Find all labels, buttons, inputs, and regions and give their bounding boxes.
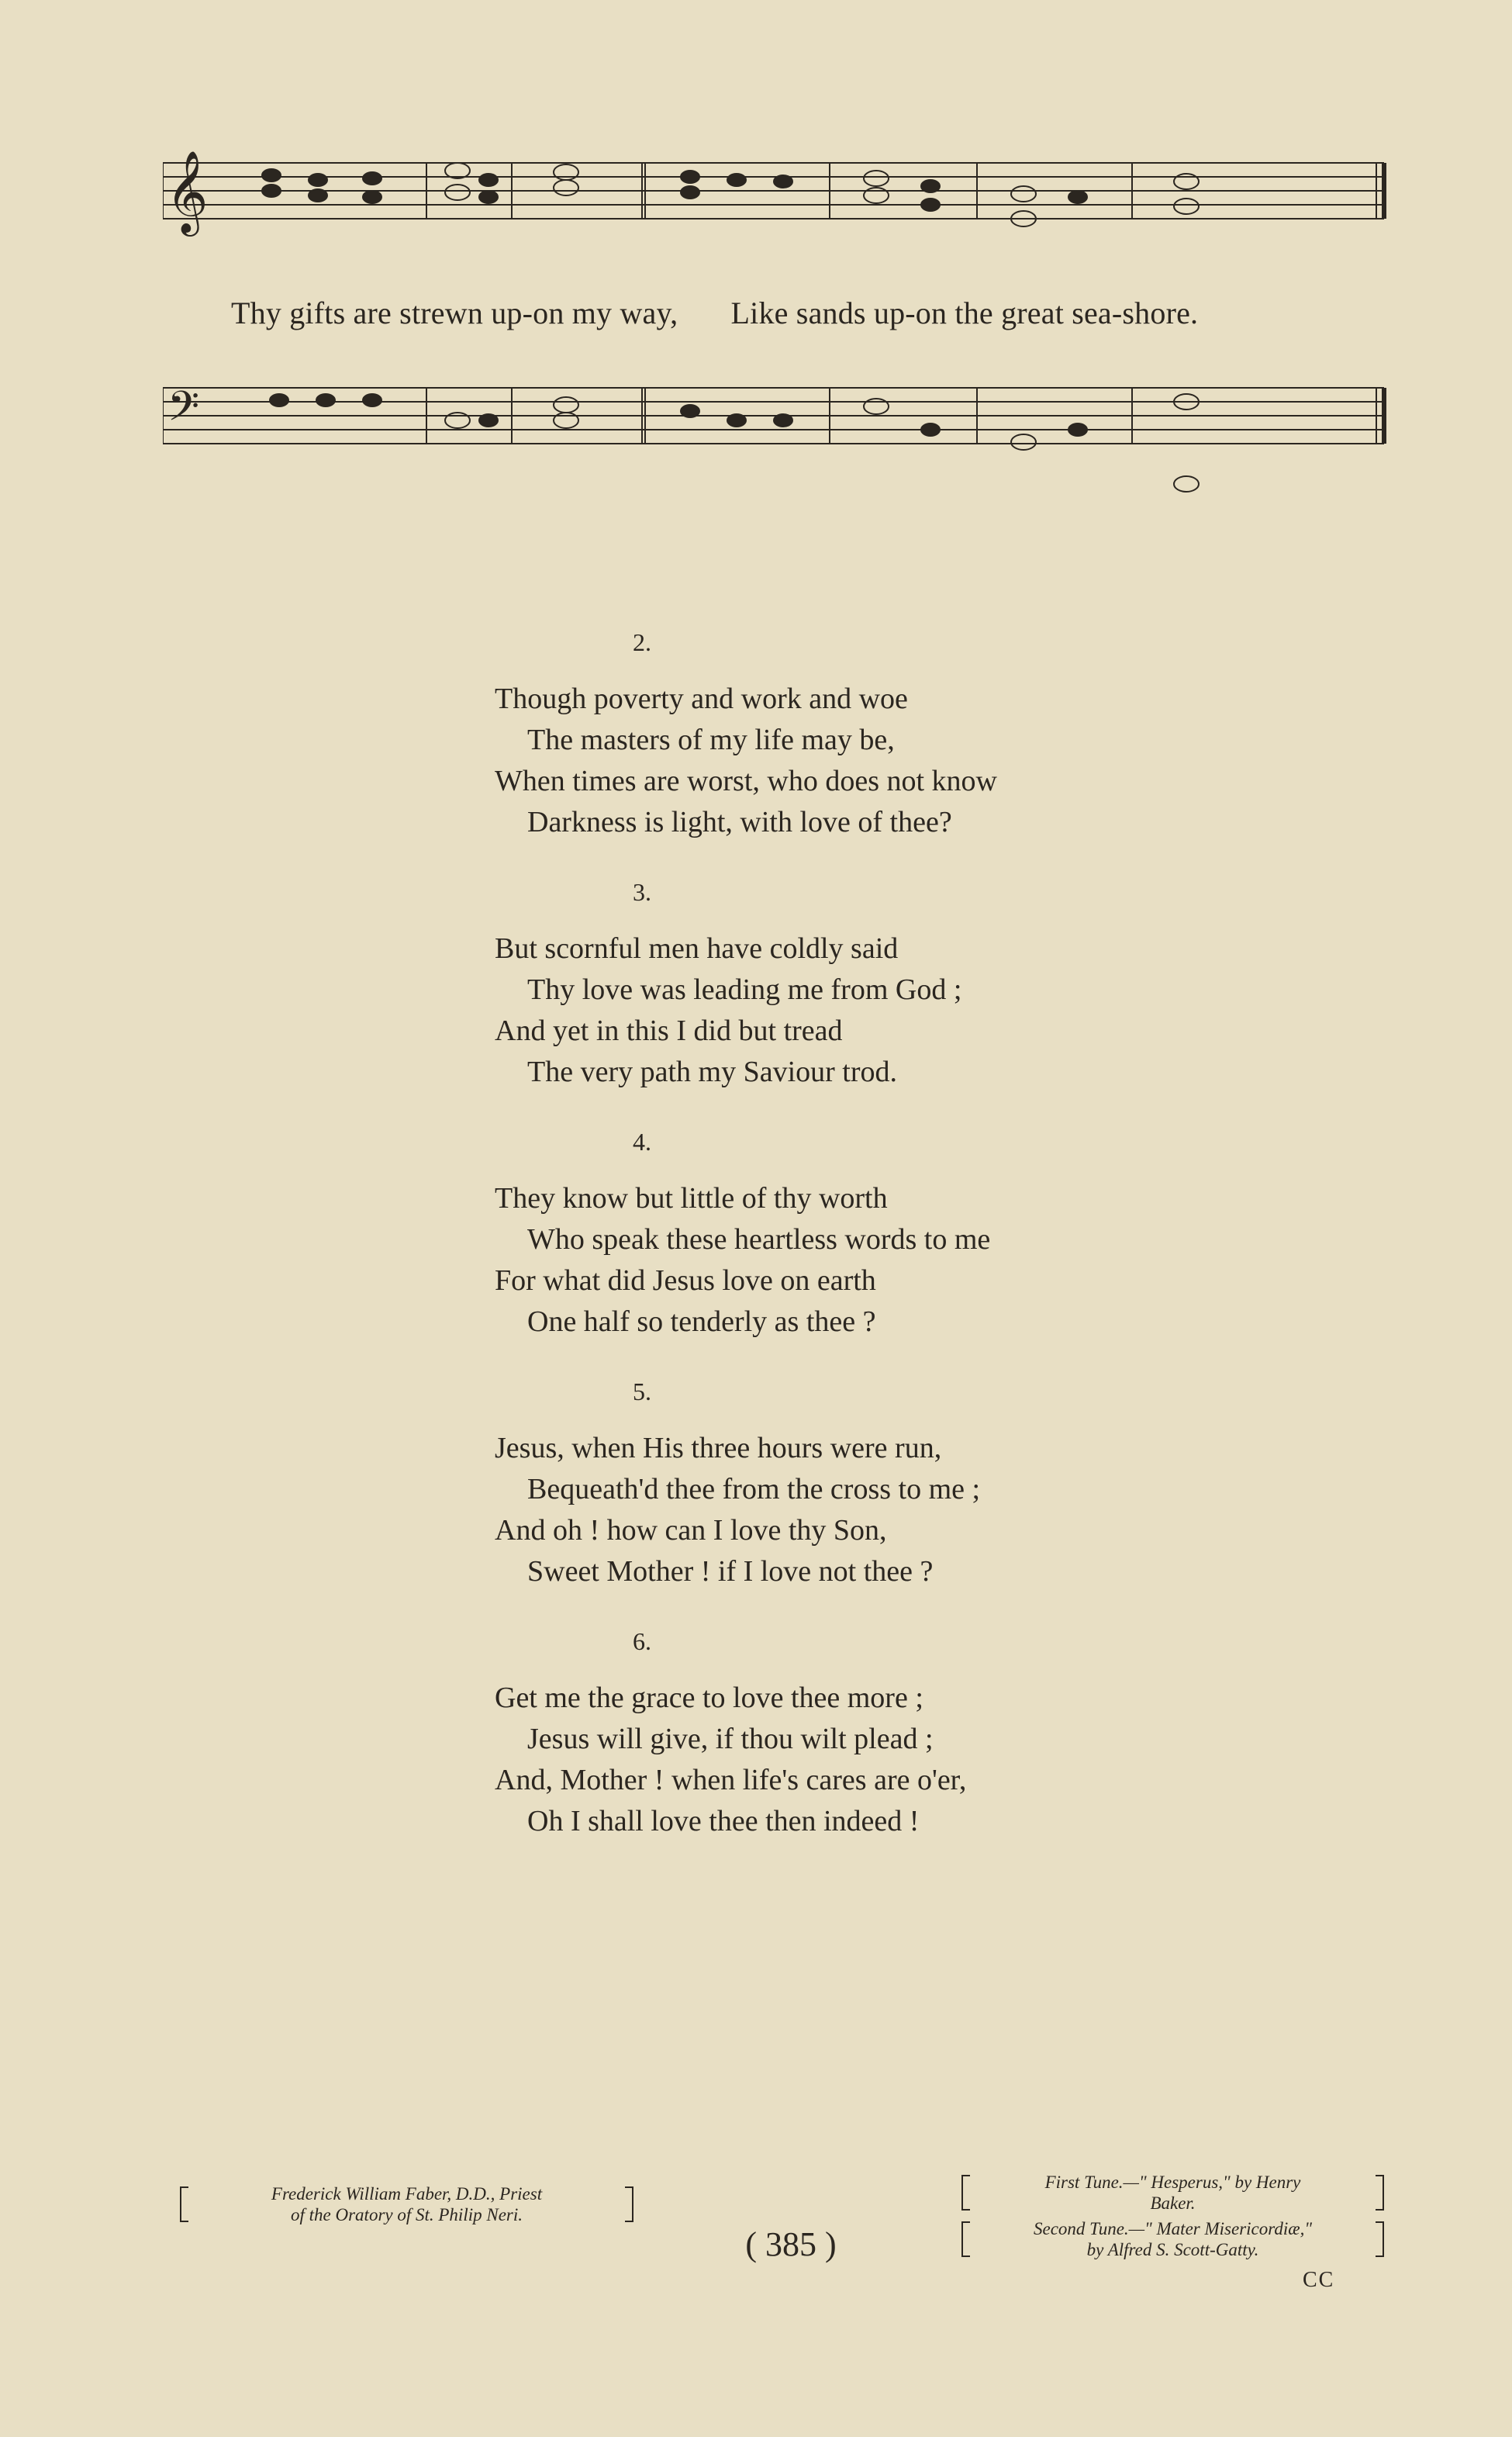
verse-line: Bequeath'd thee from the cross to me ; [527,1473,981,1505]
first-tune-line-1: First Tune.—" Hesperus," by Henry [1044,2173,1301,2192]
page-number: ( 385 ) [745,2225,837,2263]
verse-line: Get me the grace to love thee more ; [495,1682,923,1714]
first-tune-credit [961,2172,1384,2214]
verse-line: Sweet Mother ! if I love not thee ? [527,1555,934,1588]
second-tune-credit [961,2218,1384,2260]
second-tune-line-2: by Alfred S. Scott-Gatty. [1086,2240,1259,2259]
verse-number: 5. [633,1378,651,1405]
lyric-phrase-2: Like sands up-on the great sea-shore. [730,296,1199,330]
verse-line: Thy love was leading me from God ; [527,973,962,1006]
verse-line: And oh ! how can I love thy Son, [495,1514,887,1547]
printer-signature: CC [1303,2268,1335,2292]
verse-line: They know but little of thy worth [495,1182,888,1215]
lyric-phrase-1: Thy gifts are strewn up-on my way, [231,296,678,330]
music-lyric-line [231,295,1371,331]
verse-line: And yet in this I did but tread [495,1015,843,1047]
author-line-1: Frederick William Faber, D.D., Priest [271,2184,543,2204]
verse-6 [495,1627,1193,1842]
verse-number: 2. [633,628,651,656]
verse-line: Though poverty and work and woe [495,683,908,715]
verse-line: The very path my Saviour trod. [527,1056,898,1088]
verse-line: But scornful men have coldly said [495,932,899,965]
verse-line: Darkness is light, with love of thee? [527,806,952,838]
author-line-2: of the Oratory of St. Philip Neri. [291,2205,523,2224]
verse-number: 6. [633,1627,651,1655]
verse-number: 3. [633,878,651,906]
verse-line: And, Mother ! when life's cares are o'er, [495,1764,967,1796]
author-credit [180,2183,633,2225]
verse-4 [495,1128,1193,1343]
verse-line: When times are worst, who does not know [495,765,997,797]
verse-line: For what did Jesus love on earth [495,1264,876,1297]
bass-staff [163,388,1384,444]
verse-line: The masters of my life may be, [527,724,895,756]
first-tune-line-2: Baker. [1150,2193,1196,2213]
treble-notes [262,163,1199,226]
verses [495,628,1193,1877]
author-bracket [180,2183,633,2225]
verse-number: 4. [633,1128,651,1156]
verse-2 [495,628,1193,843]
verse-5 [495,1378,1193,1592]
second-tune-line-1: Second Tune.—" Mater Misericordiæ," [1034,2219,1312,2238]
verse-3 [495,878,1193,1093]
verse-line: Who speak these heartless words to me [527,1223,991,1256]
treble-clef-icon: 𝄞 [166,150,209,233]
verse-line: Oh I shall love thee then indeed ! [527,1805,920,1837]
tune-credits [961,2172,1384,2265]
verse-line: Jesus, when His three hours were run, [495,1432,942,1464]
bass-clef-icon: 𝄢 [167,383,200,441]
verse-line: One half so tenderly as thee ? [527,1305,876,1338]
verse-line: Jesus will give, if thou wilt plead ; [527,1723,934,1755]
treble-staff [163,163,1384,219]
